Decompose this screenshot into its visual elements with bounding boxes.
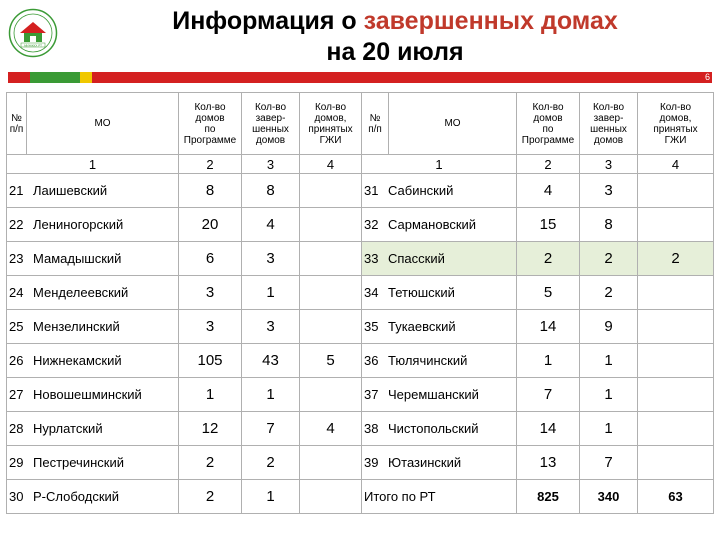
mo-label: Сабинский (388, 183, 454, 198)
colnum-4-left: 4 (300, 155, 362, 174)
completed-count: 9 (580, 310, 638, 344)
colnum-4-right: 4 (638, 155, 714, 174)
table-body (7, 174, 714, 514)
completed-count: 8 (580, 208, 638, 242)
total-planned: 825 (517, 480, 580, 514)
planned-count: 1 (517, 344, 580, 378)
accepted-count (638, 412, 714, 446)
row-number: 31 (364, 183, 379, 198)
page-number: 6 (704, 72, 710, 82)
table-row (7, 412, 714, 446)
table-row (7, 310, 714, 344)
planned-count: 5 (517, 276, 580, 310)
accepted-count (300, 174, 362, 208)
header-row (7, 93, 714, 155)
accepted-count (638, 174, 714, 208)
accepted-count (300, 446, 362, 480)
completed-count: 2 (242, 446, 300, 480)
planned-count: 15 (517, 208, 580, 242)
completed-count: 1 (580, 344, 638, 378)
table-row (7, 480, 714, 514)
accepted-count: 2 (638, 242, 714, 276)
mo-label: Ютазинский (388, 455, 462, 470)
table-row (7, 344, 714, 378)
planned-count: 12 (179, 412, 242, 446)
row-number: 23 (9, 251, 24, 266)
mo-name-left (7, 276, 179, 310)
colnum-3-right: 3 (580, 155, 638, 174)
accepted-count (638, 378, 714, 412)
completed-count: 43 (242, 344, 300, 378)
header-no-left: № п/п (7, 93, 27, 155)
mo-label: Пестречинский (33, 455, 124, 470)
accepted-count (300, 276, 362, 310)
mo-name-right (362, 242, 517, 276)
table-row (7, 276, 714, 310)
planned-count: 8 (179, 174, 242, 208)
completed-count: 2 (580, 276, 638, 310)
mo-name-left (7, 310, 179, 344)
mo-label: Новошешминский (33, 387, 142, 402)
planned-count: 2 (517, 242, 580, 276)
mo-label: Тукаевский (388, 319, 456, 334)
planned-count: 105 (179, 344, 242, 378)
accepted-count (300, 242, 362, 276)
row-number: 24 (9, 285, 24, 300)
column-number-row (7, 155, 714, 174)
row-number: 32 (364, 217, 379, 232)
mo-label: Спасский (388, 251, 445, 266)
completed-count: 4 (242, 208, 300, 242)
completed-count: 3 (242, 242, 300, 276)
row-number: 36 (364, 353, 379, 368)
mo-label: Чистопольский (388, 421, 479, 436)
header-col3-left: Кол-во завер- шенных домов (242, 93, 300, 155)
mo-name-right (362, 344, 517, 378)
header-col2-right: Кол-во домов по Программе (517, 93, 580, 155)
completed-count: 7 (580, 446, 638, 480)
mo-label: Лаишевский (33, 183, 108, 198)
header-no-right: № п/п (362, 93, 389, 155)
completed-count: 1 (242, 276, 300, 310)
total-accepted: 63 (638, 480, 714, 514)
mo-name-right (362, 446, 517, 480)
mo-name-left (7, 242, 179, 276)
mo-name-left (7, 174, 179, 208)
accepted-count (638, 446, 714, 480)
planned-count: 7 (517, 378, 580, 412)
total-completed: 340 (580, 480, 638, 514)
row-number: 35 (364, 319, 379, 334)
logo-caption: МИНЖКХ РТ (24, 43, 42, 48)
header-col2-left: Кол-во домов по Программе (179, 93, 242, 155)
planned-count: 14 (517, 412, 580, 446)
row-number: 21 (9, 183, 24, 198)
accepted-count (300, 480, 362, 514)
mo-name-left (7, 480, 179, 514)
row-number: 30 (9, 489, 24, 504)
mo-name-left (7, 208, 179, 242)
header-col4-left: Кол-во домов, принятых ГЖИ (300, 93, 362, 155)
row-number: 37 (364, 387, 379, 402)
completed-count: 1 (580, 412, 638, 446)
planned-count: 6 (179, 242, 242, 276)
colnum-3-left: 3 (242, 155, 300, 174)
table-row (7, 174, 714, 208)
total-label: Итого по РТ (362, 480, 517, 514)
header-col3-right: Кол-во завер- шенных домов (580, 93, 638, 155)
accepted-count (638, 310, 714, 344)
completed-count: 8 (242, 174, 300, 208)
mo-label: Р-Слободский (33, 489, 120, 504)
mo-label: Нурлатский (33, 421, 103, 436)
title-part2: завершенных домах (363, 7, 618, 35)
row-number: 33 (364, 251, 379, 266)
completed-count: 3 (580, 174, 638, 208)
colnum-1-left: 1 (7, 155, 179, 174)
row-number: 39 (364, 455, 379, 470)
table-row (7, 378, 714, 412)
planned-count: 4 (517, 174, 580, 208)
accepted-count (300, 208, 362, 242)
planned-count: 20 (179, 208, 242, 242)
header-mo-left: МО (27, 93, 179, 155)
accepted-count: 5 (300, 344, 362, 378)
title-part1: Информация о (172, 7, 364, 35)
mo-name-right (362, 310, 517, 344)
colnum-1-right: 1 (362, 155, 517, 174)
row-number: 26 (9, 353, 24, 368)
header-col4-right: Кол-во домов, принятых ГЖИ (638, 93, 714, 155)
accepted-count (638, 344, 714, 378)
row-number: 27 (9, 387, 24, 402)
accepted-count (638, 208, 714, 242)
color-stripe (8, 72, 712, 83)
row-number: 29 (9, 455, 24, 470)
mo-label: Тюлячинский (388, 353, 468, 368)
accepted-count: 4 (300, 412, 362, 446)
mo-label: Мензелинский (33, 319, 120, 334)
mo-label: Мамадышский (33, 251, 122, 266)
accepted-count (300, 310, 362, 344)
planned-count: 14 (517, 310, 580, 344)
table-row (7, 242, 714, 276)
mo-label: Черемшанский (388, 387, 479, 402)
mo-name-right (362, 208, 517, 242)
planned-count: 2 (179, 446, 242, 480)
mo-name-right (362, 174, 517, 208)
completed-count: 1 (580, 378, 638, 412)
completed-count: 7 (242, 412, 300, 446)
mo-name-right (362, 412, 517, 446)
completed-count: 3 (242, 310, 300, 344)
row-number: 38 (364, 421, 379, 436)
mo-label: Нижнекамский (33, 353, 122, 368)
planned-count: 3 (179, 310, 242, 344)
planned-count: 3 (179, 276, 242, 310)
table-row (7, 208, 714, 242)
row-number: 28 (9, 421, 24, 436)
mo-label: Лениногорский (33, 217, 124, 232)
row-number: 34 (364, 285, 379, 300)
title-line2: на 20 июля (326, 38, 464, 66)
mo-name-right (362, 378, 517, 412)
emblem-icon (8, 8, 58, 58)
mo-name-left (7, 446, 179, 480)
houses-table (6, 92, 714, 514)
row-number: 22 (9, 217, 24, 232)
mo-name-left (7, 344, 179, 378)
planned-count: 1 (179, 378, 242, 412)
colnum-2-right: 2 (517, 155, 580, 174)
page-title (70, 6, 720, 68)
mo-name-left (7, 412, 179, 446)
colnum-2-left: 2 (179, 155, 242, 174)
completed-count: 2 (580, 242, 638, 276)
completed-count: 1 (242, 480, 300, 514)
mo-label: Сармановский (388, 217, 477, 232)
completed-count: 1 (242, 378, 300, 412)
header-mo-right: МО (389, 93, 517, 155)
row-number: 25 (9, 319, 24, 334)
accepted-count (638, 276, 714, 310)
table-row (7, 446, 714, 480)
mo-label: Менделеевский (33, 285, 129, 300)
mo-name-left (7, 378, 179, 412)
planned-count: 13 (517, 446, 580, 480)
planned-count: 2 (179, 480, 242, 514)
accepted-count (300, 378, 362, 412)
mo-name-right (362, 276, 517, 310)
mo-label: Тетюшский (388, 285, 455, 300)
